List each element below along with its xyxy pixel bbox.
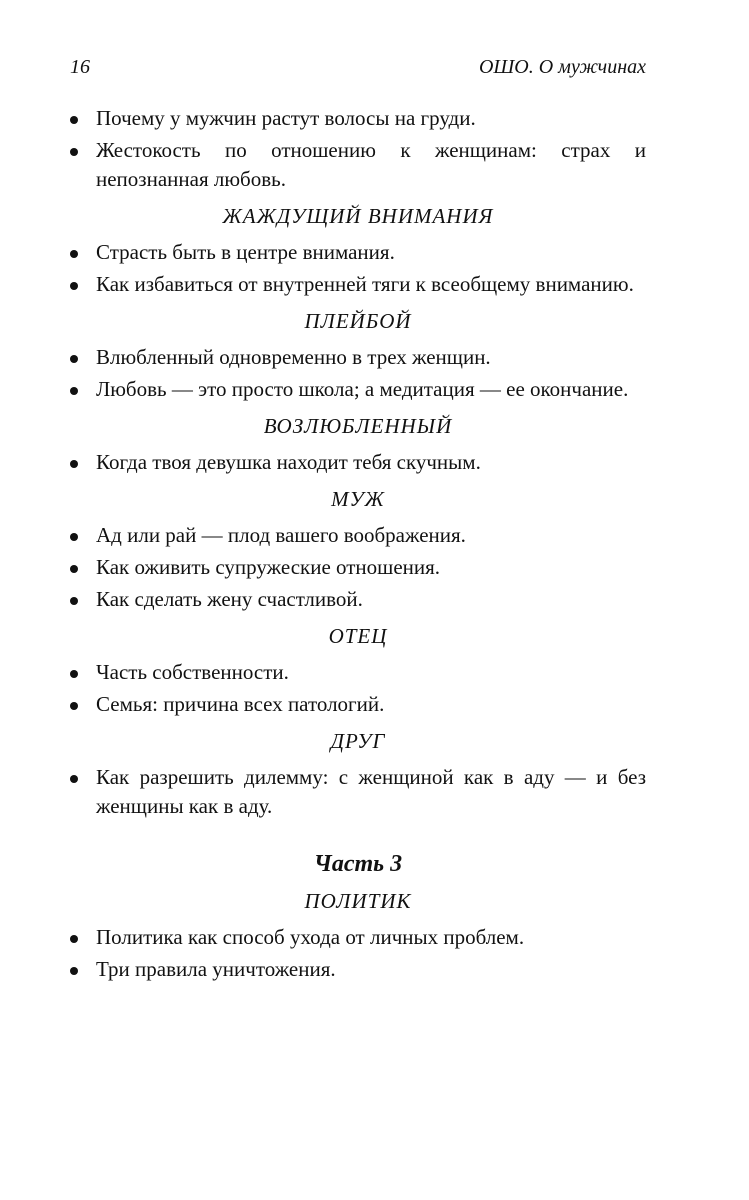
section-heading: ОТЕЦ: [328, 624, 388, 648]
list-item-text: Семья: причина всех патологий.: [96, 692, 385, 716]
list-item: [70, 375, 646, 404]
list-item-text: Страсть быть в центре внимания.: [96, 240, 395, 264]
list-item-text: Три правила уничтожения.: [96, 957, 336, 981]
section-heading: ПЛЕЙБОЙ: [304, 309, 412, 333]
bullet-icon: [70, 533, 78, 541]
list-item-text: Как разрешить дилемму: с женщиной как в аду — и без женщины как в аду.: [96, 765, 646, 818]
list-item: [70, 763, 646, 821]
list-item: [70, 343, 646, 372]
bullet-icon: [70, 670, 78, 678]
bullet-icon: [70, 116, 78, 124]
bullet-icon: [70, 460, 78, 468]
section-heading: МУЖ: [331, 487, 385, 511]
bullet-icon: [70, 702, 78, 710]
page-header: [70, 56, 646, 84]
section-heading: ВОЗЛЮБЛЕННЫЙ: [263, 414, 453, 438]
section-heading: ДРУГ: [330, 729, 386, 753]
bullet-icon: [70, 250, 78, 258]
bullet-icon: [70, 565, 78, 573]
list-item-text: Любовь — это просто школа; а медитация — ее окончание.: [96, 377, 629, 401]
list-item-text: Как оживить супружеские отношения.: [96, 555, 441, 579]
table-of-contents: [70, 104, 646, 987]
list-item: [70, 658, 646, 687]
list-item: [70, 585, 646, 614]
list-item-text: Часть собственности.: [96, 660, 289, 684]
list-item-text: Как сделать жену счастливой.: [96, 587, 363, 611]
bullet-icon: [70, 355, 78, 363]
list-item: [70, 104, 646, 133]
list-item-text: Как избавиться от внутренней тяги к всеобщему вниманию.: [96, 272, 634, 296]
list-item-text: Почему у мужчин растут волосы на груди.: [96, 106, 476, 130]
list-item: [70, 690, 646, 719]
running-title: ОШО. О мужчинах: [478, 56, 646, 78]
list-item-text: Жестокость по отношению к женщинам: страх и непознанная любовь.: [96, 138, 646, 191]
bullet-icon: [70, 148, 78, 156]
list-item: [70, 923, 646, 952]
list-item-text: Ад или рай — плод вашего воображения.: [96, 523, 466, 547]
list-item: [70, 448, 646, 477]
section-heading: ЖАЖДУЩИЙ ВНИМАНИЯ: [222, 204, 494, 228]
list-item: [70, 521, 646, 550]
list-item: [70, 955, 646, 984]
bullet-icon: [70, 387, 78, 395]
bullet-icon: [70, 775, 78, 783]
list-item-text: Политика как способ ухода от личных проблем.: [96, 925, 525, 949]
part-heading: Часть 3: [313, 851, 403, 877]
list-item-text: Когда твоя девушка находит тебя скучным.: [96, 450, 481, 474]
page-number: 16: [70, 56, 90, 78]
bullet-icon: [70, 282, 78, 290]
list-item: [70, 553, 646, 582]
list-item-text: Влюбленный одновременно в трех женщин.: [96, 345, 491, 369]
list-item: [70, 270, 646, 299]
bullet-icon: [70, 935, 78, 943]
list-item: [70, 136, 646, 194]
bullet-icon: [70, 967, 78, 975]
list-item: [70, 238, 646, 267]
section-heading: ПОЛИТИК: [304, 889, 412, 913]
bullet-icon: [70, 597, 78, 605]
